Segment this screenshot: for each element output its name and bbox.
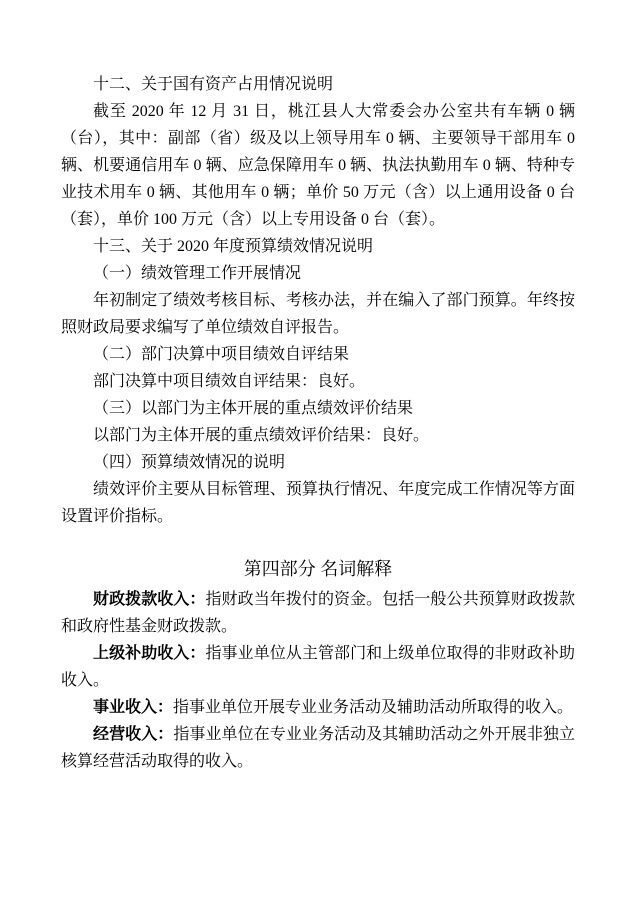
- term-definition: 指事业单位开展专业业务活动及辅助活动所取得的收入。: [173, 699, 574, 716]
- section-13-sub1-text: 年初制定了绩效考核目标、考核办法，并在编入了部门预算。年终按照财政局要求编写了单位绩效自评报告。: [61, 292, 575, 336]
- section-12-heading: 十二、关于国有资产占用情况说明: [93, 76, 334, 93]
- term-paragraph-superior-subsidy: [61, 640, 575, 694]
- term-label: 事业收入：: [93, 699, 174, 716]
- section-13-sub2-heading: （二）部门决算中项目绩效自评结果: [93, 346, 350, 363]
- term-paragraph-fiscal-appropriation: [61, 586, 575, 640]
- section-13-sub1-heading: （一）绩效管理工作开展情况: [93, 265, 302, 282]
- part-4-title: 第四部分 名词解释: [243, 559, 393, 579]
- section-13-sub4-heading: （四）预算绩效情况的说明: [93, 454, 286, 471]
- section-13-sub2-text: 部门决算中项目绩效自评结果：良好。: [93, 373, 366, 390]
- term-paragraph-operating-income: [61, 694, 575, 721]
- term-paragraph-business-income: [61, 721, 575, 775]
- section-13-sub3-text: 以部门为主体开展的重点绩效评价结果：良好。: [93, 427, 430, 444]
- term-label: 经营收入：: [93, 726, 174, 743]
- section-13-sub3-heading: （三）以部门为主体开展的重点绩效评价结果: [93, 400, 414, 417]
- section-12-paragraph: 截至 2020 年 12 月 31 日，桃江县人大常委会办公室共有车辆 0 辆（台），其中：副部（省）级及以上领导用车 0 辆、主要领导干部用车 0 辆、机要通信用车 0 辆、应急保障用车 0 辆、执法执勤用车 0 辆、特种专业技术用车 0 辆、其他用车 0 辆；单价 50 万元（含）以上通用设备 0 台（套），单价 100 万元（含）以上专用设备 0 台（套）。: [61, 103, 575, 228]
- term-definition: 指事业单位在专业业务活动及其辅助活动之外开展非独立核算经营活动取得的收入。: [61, 726, 575, 770]
- term-definition: 指财政当年拨付的资金。包括一般公共预算财政拨款和政府性基金财政拨款。: [61, 591, 575, 635]
- section-13-sub4-text: 绩效评价主要从目标管理、预算执行情况、年度完成工作情况等方面设置评价指标。: [61, 481, 575, 525]
- term-label: 财政拨款收入：: [93, 591, 206, 608]
- section-13-heading: 十三、关于 2020 年度预算绩效情况说明: [93, 238, 374, 255]
- term-definition: 指事业单位从主管部门和上级单位取得的非财政补助收入。: [61, 645, 575, 689]
- term-label: 上级补助收入：: [93, 645, 206, 662]
